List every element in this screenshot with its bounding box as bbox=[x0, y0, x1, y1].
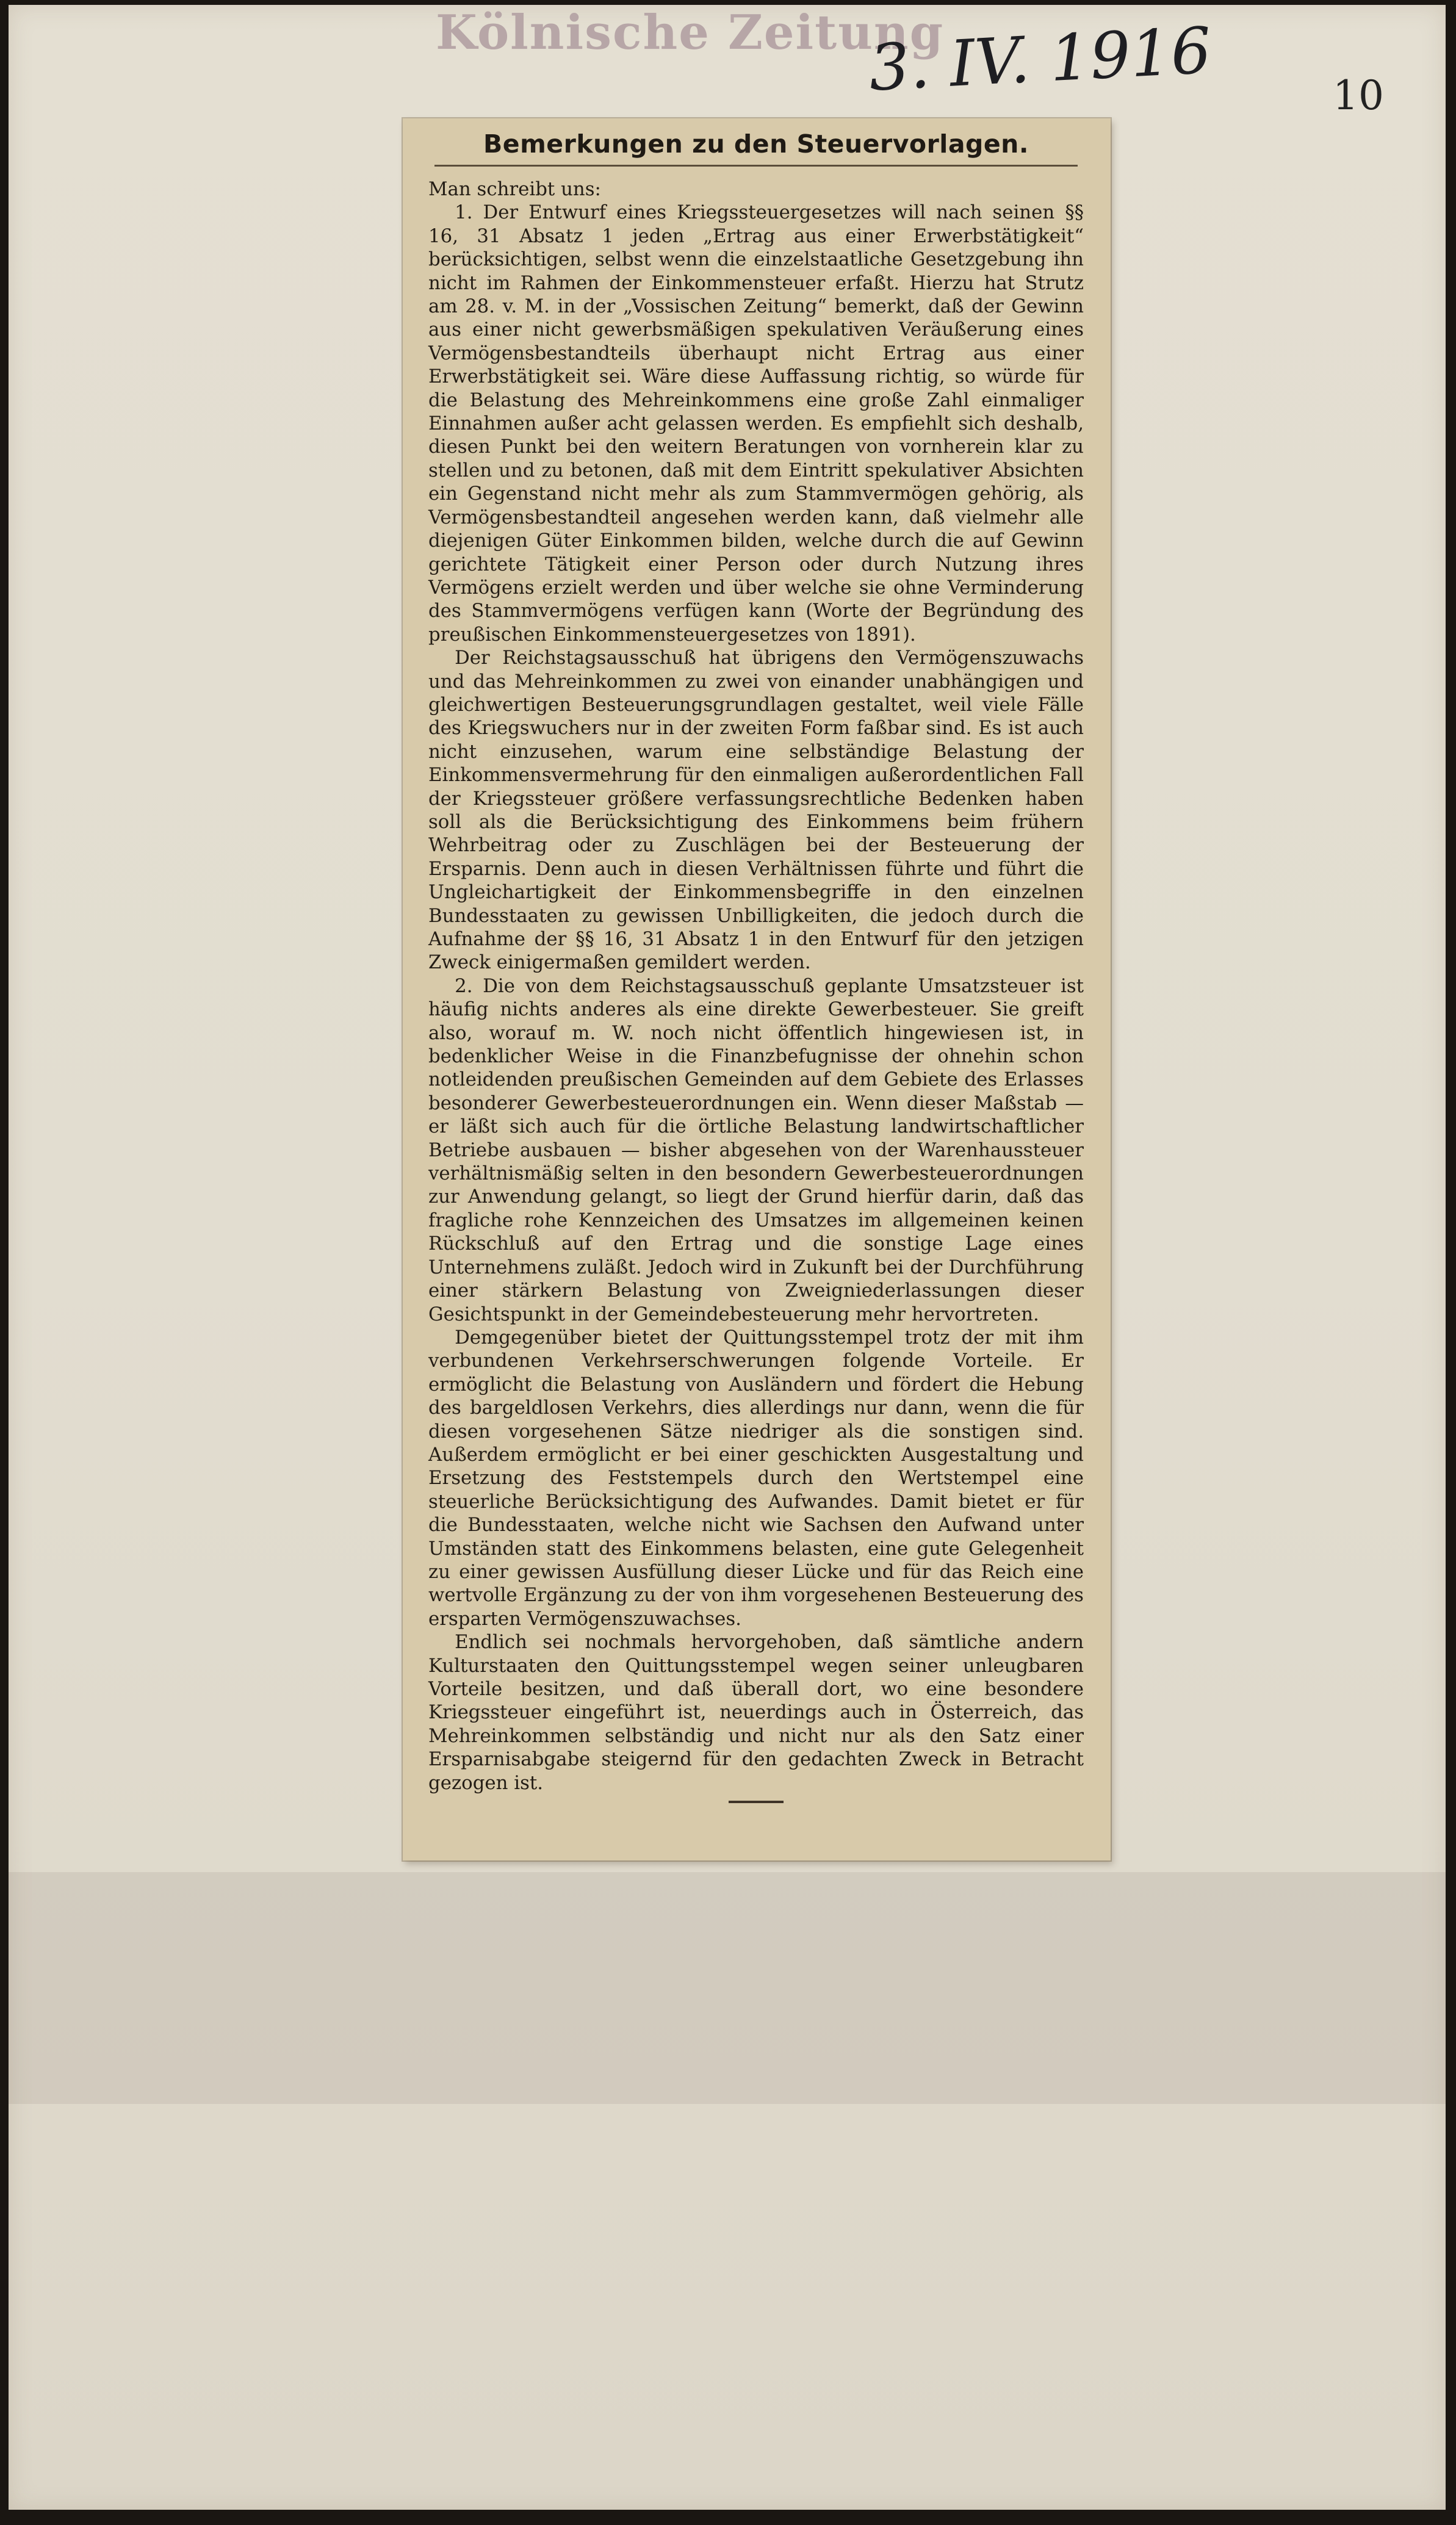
article-paragraph: Demgegenüber bietet der Quittungsstempel trotz der mit ihm verbundenen Verkehrserschwerungen folgende Vorteile. Er ermöglicht die Belastung von Ausländern und fördert die Hebung des bargeldlosen Verkehrs, dies allerdings nur dann, wenn die für diesen vorgesehenen Sätze niedriger als die sonstigen sind. Außerdem ermöglicht er bei einer geschickten Ausgestaltung und Ersetzung des Feststempels durch den Wertstempel eine steuerliche Berücksichtigung des Aufwandes. Damit bietet er für die Bundesstaaten, welche nicht wie Sachsen den Aufwand unter Umständen statt des Einkommens belasten, eine gute Gelegenheit zu einer gewissen Ausfüllung dieser Lücke und für das Reich eine wertvolle Ergänzung zu der von ihm vorgesehenen Besteuerung des ersparten Vermögenszuwachses. bbox=[428, 1326, 1084, 1630]
headline-divider bbox=[434, 165, 1078, 167]
article-headline: Bemerkungen zu den Steuervorlagen. bbox=[483, 129, 1029, 159]
paper-shade-band bbox=[9, 1872, 1446, 2104]
article-paragraph: Man schreibt uns: bbox=[428, 178, 601, 200]
article-paragraph: Endlich sei nochmals hervorgehoben, daß sämtliche andern Kulturstaaten den Quittungsstempel wegen seiner unleugbaren Vorteile besitzen, und daß überall dort, wo eine besondere Kriegssteuer eingeführt ist, neuerdings auch in Österreich, das Mehreinkommen selbständig und nicht nur als den Satz einer Ersparnisabgabe steigernd für den gedachten Zweck in Betracht gezogen ist. bbox=[428, 1631, 1084, 1794]
article-end-divider bbox=[729, 1801, 784, 1803]
archive-sheet bbox=[9, 5, 1446, 2510]
article-paragraph: Der Reichstagsausschuß hat übrigens den Vermögenszuwachs und das Mehreinkommen zu zwei von einander unabhängigen und gleichwertigen Besteuerungsgrundlagen gestaltet, weil viele Fälle des Kriegswuchers nur in der zweiten Form faßbar sind. Es ist auch nicht einzusehen, warum eine selbständige Belastung der Einkommensvermehrung für den einmaligen außerordentlichen Fall der Kriegssteuer größere verfassungsrechtliche Bedenken haben soll als die Berücksichtigung des Einkommens beim frühern Wehrbeitrag oder zu Zuschlägen bei der Besteuerung der Ersparnis. Denn auch in diesen Verhältnissen führte und führt die Ungleichartigkeit der Einkommensbegriffe in den einzelnen Bundesstaaten zu gewissen Unbilligkeiten, die jedoch durch die Aufnahme der §§ 16, 31 Absatz 1 in den Entwurf für den jetzigen Zweck einigermaßen gemildert werden. bbox=[428, 647, 1084, 974]
article-body bbox=[428, 178, 1084, 1795]
page-number: 10 bbox=[1333, 72, 1384, 119]
newspaper-clipping bbox=[403, 118, 1111, 1860]
article-paragraph: 2. Die von dem Reichstagsausschuß geplante Umsatzsteuer ist häufig nichts anderes als eine direkte Gewerbesteuer. Sie greift also, worauf m. W. noch nicht öffentlich hingewiesen ist, in bedenklicher Weise in die Finanzbefugnisse der ohnehin schon notleidenden preußischen Gemeinden auf dem Gebiete des Erlasses besonderer Gewerbesteuerordnungen ein. Wenn dieser Maßstab — er läßt sich auch für die örtliche Belastung landwirtschaftlicher Betriebe ausbauen — bisher abgesehen von der Warenhaussteuer verhältnismäßig selten in den besondern Gewerbesteuerordnungen zur Anwendung gelangt, so liegt der Grund hierfür darin, daß das fragliche rohe Kennzeichen des Umsatzes im allgemeinen keinen Rückschluß auf den Ertrag und die sonstige Lage eines Unternehmens zuläßt. Jedoch wird in Zukunft bei der Durchführung einer stärkern Belastung von Zweigniederlassungen dieser Gesichtspunkt in der Gemeindebesteuerung mehr hervortreten. bbox=[428, 974, 1084, 1325]
article-paragraph: 1. Der Entwurf eines Kriegssteuergesetzes will nach seinen §§ 16, 31 Absatz 1 jeden „Ertrag aus einer Erwerbstätigkeit“ berücksichtigen, selbst wenn die einzelstaatliche Gesetzgebung ihn nicht im Rahmen der Einkommensteuer erfaßt. Hierzu hat Strutz am 28. v. M. in der „Vossischen Zeitung“ bemerkt, daß der Gewinn aus einer nicht gewerbsmäßigen spekulativen Veräußerung eines Vermögensbestandteils überhaupt nicht Ertrag aus einer Erwerbstätigkeit sei. Wäre diese Auffassung richtig, so würde für die Belastung des Mehreinkommens eine große Zahl einmaliger Einnahmen außer acht gelassen werden. Es empfiehlt sich deshalb, diesen Punkt bei den weitern Beratungen von vornherein klar zu stellen und zu betonen, daß mit dem Eintritt spekulativer Absichten ein Gegenstand nicht mehr als zum Stammvermögen gehörig, als Vermögensbestandteil angesehen werden kann, daß vielmehr alle diejenigen Güter Einkommen bilden, welche durch die auf Gewinn gerichtete Tätigkeit einer Person oder durch Nutzung ihres Vermögens erzielt werden und über welche sie ohne Verminderung des Stammvermögens verfügen kann (Worte der Begründung des preußischen Einkommensteuergesetzes von 1891). bbox=[428, 201, 1084, 646]
handwritten-date: 3. IV. 1916 bbox=[867, 13, 1213, 106]
newspaper-stamp: Kölnische Zeitung bbox=[436, 5, 945, 60]
